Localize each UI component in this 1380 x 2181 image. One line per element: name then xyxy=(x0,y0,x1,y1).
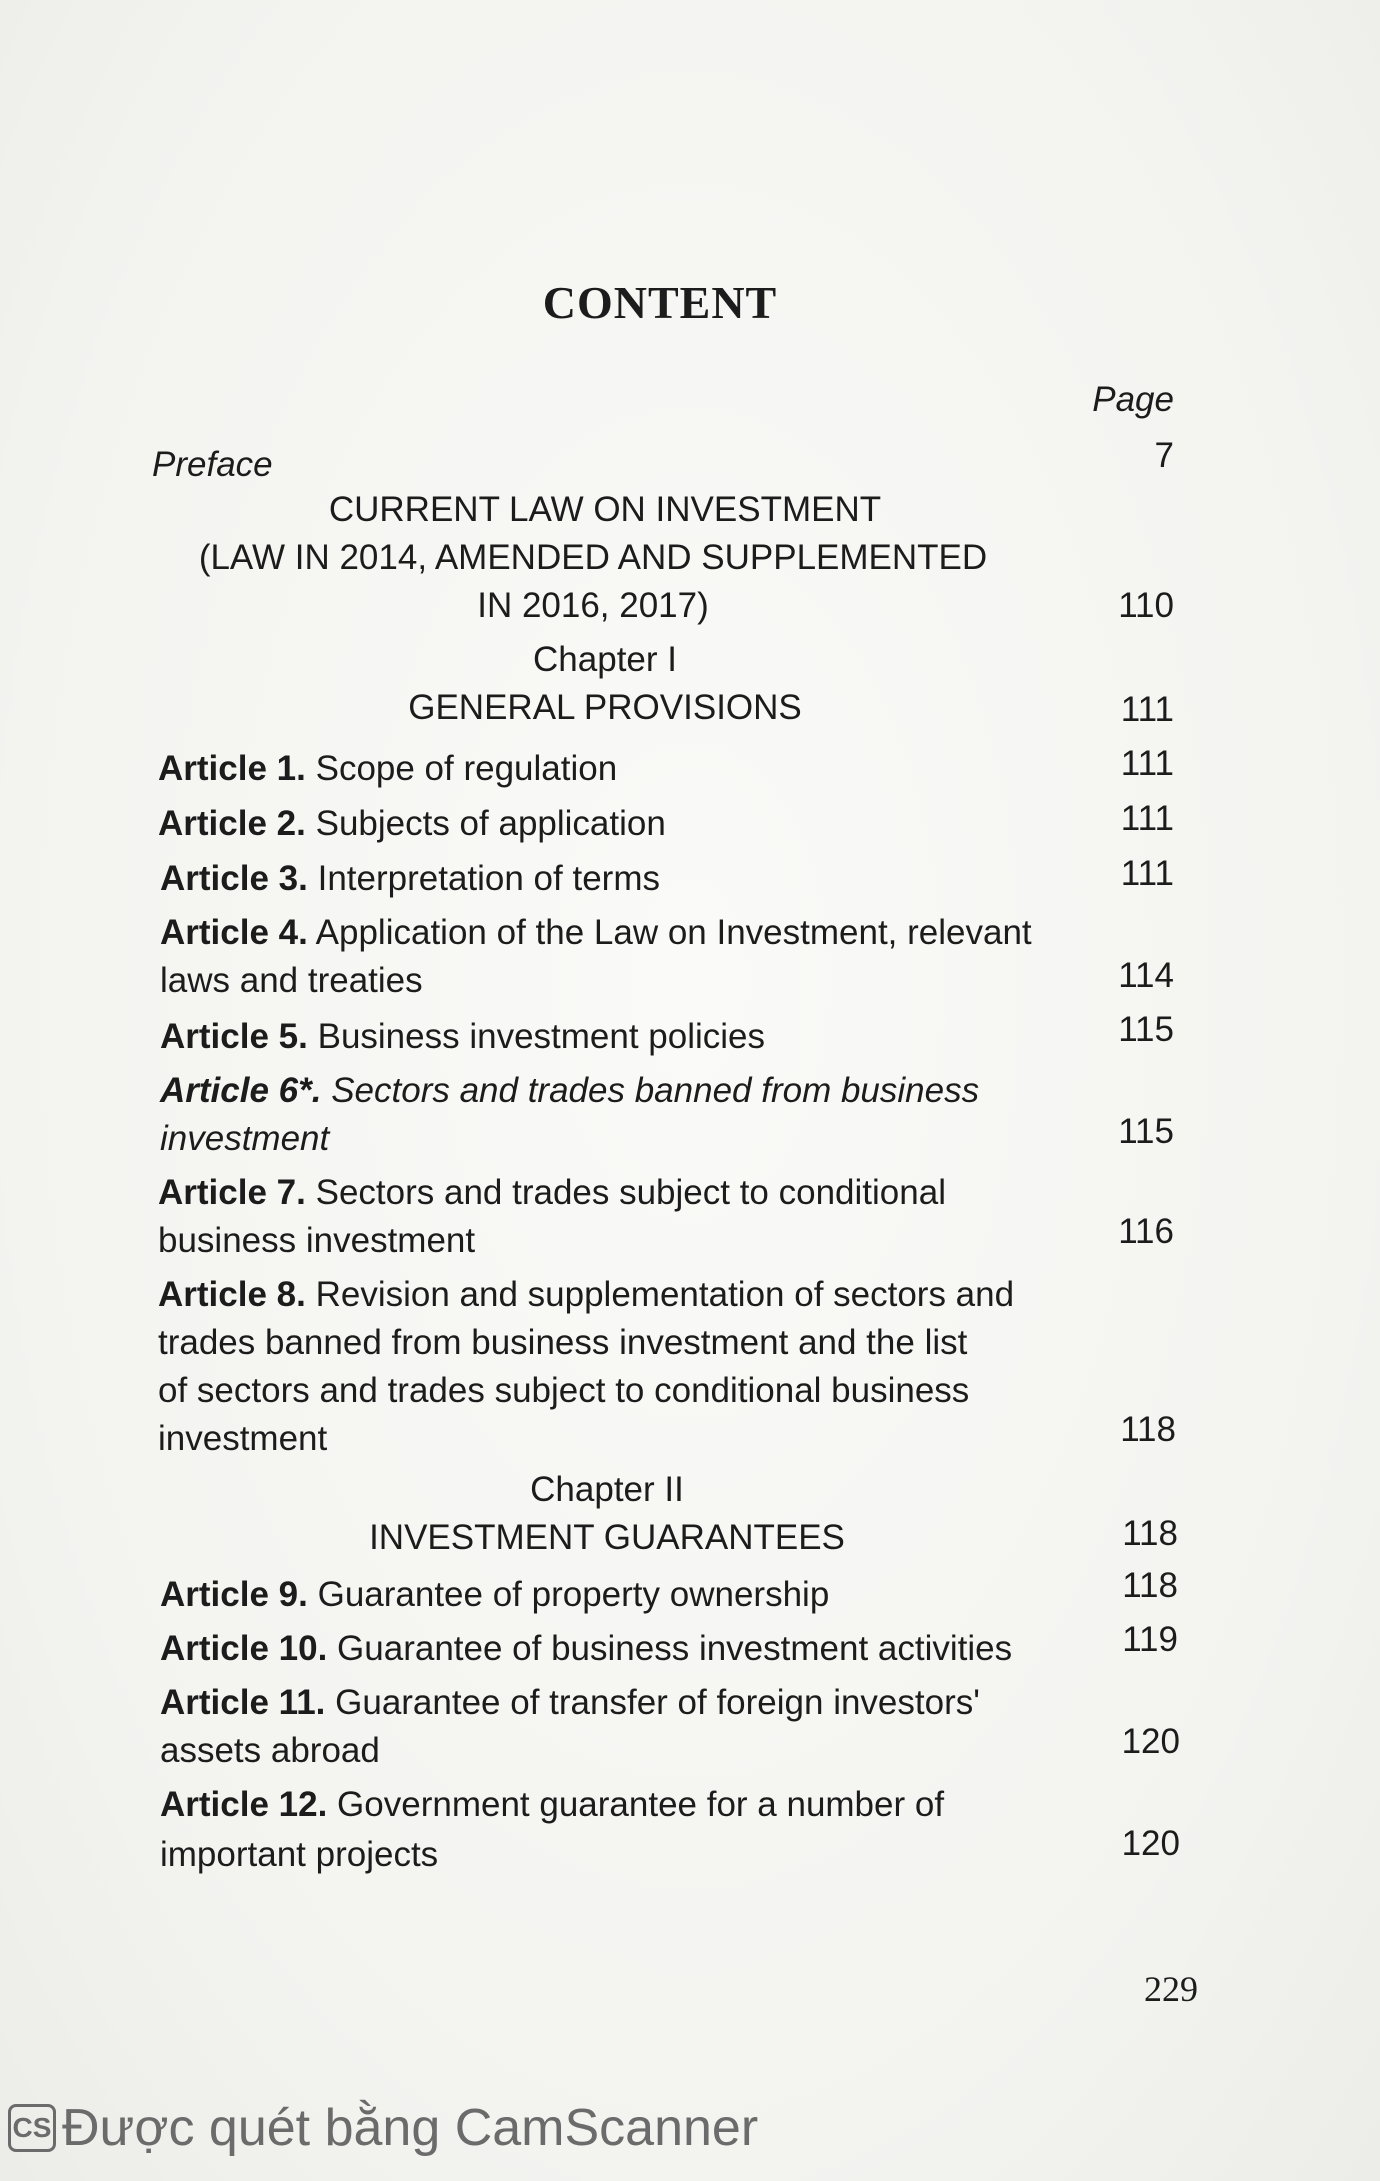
article-page: 115 xyxy=(1118,1010,1174,1049)
article-entry: Article 6*. Sectors and trades banned from business xyxy=(160,1071,980,1110)
article-page: 114 xyxy=(1118,956,1174,995)
article-continuation: assets abroad xyxy=(160,1731,380,1770)
chapter-1-label: Chapter I xyxy=(533,640,677,679)
page-number: 229 xyxy=(1144,1969,1198,2009)
article-continuation: investment xyxy=(160,1119,330,1158)
chapter-2-page: 118 xyxy=(1122,1514,1178,1553)
article-entry: Article 4. Application of the Law on Investment, relevant xyxy=(160,913,1032,952)
article-page: 120 xyxy=(1121,1722,1180,1761)
contents-title: CONTENT xyxy=(542,277,778,328)
camscanner-logo-icon: CS xyxy=(8,2104,56,2152)
preface-entry: Preface xyxy=(152,445,273,484)
article-page: 111 xyxy=(1120,799,1174,838)
article-continuation: investment xyxy=(158,1419,328,1458)
article-entry: Article 9. Guarantee of property ownership xyxy=(160,1575,830,1614)
article-continuation: of sectors and trades subject to conditional business xyxy=(158,1371,970,1410)
article-continuation: important projects xyxy=(160,1835,439,1874)
article-page: 120 xyxy=(1121,1824,1180,1863)
law-heading-line-3: IN 2016, 2017) xyxy=(477,586,709,625)
article-continuation: laws and treaties xyxy=(160,961,423,1000)
article-entry: Article 5. Business investment policies xyxy=(160,1017,766,1056)
article-continuation: trades banned from business investment and the list xyxy=(158,1323,968,1362)
preface-page: 7 xyxy=(1154,436,1174,475)
watermark-text: Được quét bằng CamScanner xyxy=(62,2099,759,2157)
chapter-2-label: Chapter II xyxy=(530,1470,684,1509)
article-entry: Article 12. Government guarantee for a number of xyxy=(160,1785,945,1824)
camscanner-watermark xyxy=(8,2098,758,2158)
article-entry: Article 3. Interpretation of terms xyxy=(160,859,660,898)
article-page: 118 xyxy=(1122,1566,1178,1605)
page-column-label: Page xyxy=(1092,380,1174,419)
article-page: 111 xyxy=(1120,854,1174,893)
article-page: 119 xyxy=(1122,1620,1178,1659)
article-entry: Article 2. Subjects of application xyxy=(158,804,666,843)
law-heading-line-1: CURRENT LAW ON INVESTMENT xyxy=(328,490,882,529)
article-entry: Article 8. Revision and supplementation of sectors and xyxy=(158,1275,1015,1314)
article-entry: Article 1. Scope of regulation xyxy=(158,749,618,788)
article-page: 116 xyxy=(1118,1212,1174,1251)
law-heading-line-2: (LAW IN 2014, AMENDED AND SUPPLEMENTED xyxy=(198,538,988,577)
article-entry: Article 11. Guarantee of transfer of foreign investors' xyxy=(160,1683,980,1722)
article-entry: Article 10. Guarantee of business investment activities xyxy=(160,1629,1013,1668)
law-heading-page: 110 xyxy=(1118,586,1174,625)
chapter-1-page: 111 xyxy=(1120,690,1174,729)
article-page: 118 xyxy=(1120,1410,1176,1449)
article-continuation: business investment xyxy=(158,1221,476,1260)
chapter-1-title: GENERAL PROVISIONS xyxy=(408,688,802,727)
article-page: 111 xyxy=(1120,744,1174,783)
article-entry: Article 7. Sectors and trades subject to conditional xyxy=(158,1173,946,1212)
article-page: 115 xyxy=(1118,1112,1174,1151)
chapter-2-title: INVESTMENT GUARANTEES xyxy=(369,1518,845,1557)
